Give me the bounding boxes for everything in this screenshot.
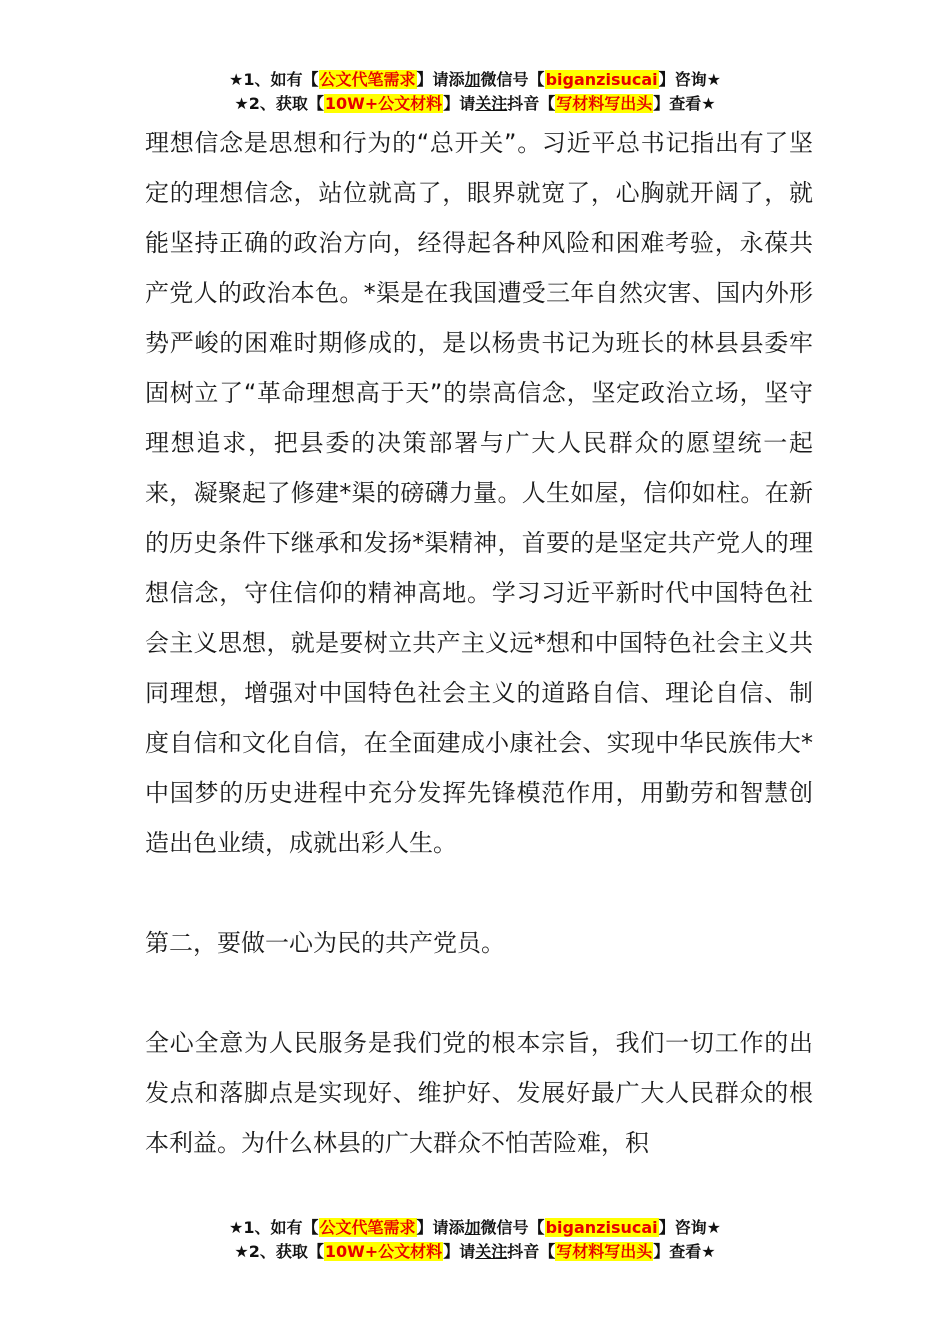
highlight-douyin: 写材料写出头	[556, 1242, 653, 1261]
banner-text: ★2、获取【	[234, 94, 324, 113]
highlight-materials: 10W+公文材料	[324, 1242, 443, 1261]
banner-text: ★1、如有【	[229, 1218, 319, 1237]
banner-text: 微信号【	[480, 1218, 545, 1237]
banner-underlined: 加	[464, 1218, 481, 1237]
banner-text: 】请	[443, 1242, 476, 1261]
banner-text: 抖音【	[507, 94, 556, 113]
document-body	[145, 118, 813, 1168]
banner-text: ★2、获取【	[234, 1242, 324, 1261]
highlight-douyin: 写材料写出头	[556, 94, 653, 113]
highlight-service: 公文代笔需求	[319, 1218, 416, 1237]
banner-text: 】查看★	[653, 94, 716, 113]
highlight-wechat-id: biganzisucai	[545, 1218, 658, 1237]
banner-text: 】查看★	[653, 1242, 716, 1261]
banner-line-1	[0, 68, 950, 92]
paragraph-ideals: 理想信念是思想和行为的“总开关”。习近平总书记指出有了坚定的理想信念，站位就高了，眼界就宽了，心胸就开阔了，就能坚持正确的政治方向，经得起各种风险和困难考验，永葆共产党人的政治本色。*渠是在我国遭受三年自然灾害、国内外形势严峻的困难时期修成的，是以杨贵书记为班长的林县县委牢固树立了“革命理想高于天”的崇高信念，坚定政治立场，坚守理想追求，把县委的决策部署与广大人民群众的愿望统一起来，凝聚起了修建*渠的磅礴力量。人生如屋，信仰如柱。在新的历史条件下继承和发扬*渠精神，首要的是坚定共产党人的理想信念，守住信仰的精神高地。学习习近平新时代中国特色社会主义思想，就是要树立共产主义远*想和中国特色社会主义共同理想，增强对中国特色社会主义的道路自信、理论自信、制度自信和文化自信，在全面建成小康社会、实现中华民族伟大*中国梦的历史进程中充分发挥先锋模范作用，用勤劳和智慧创造出色业绩，成就出彩人生。	[145, 129, 813, 857]
banner-text: 微信号【	[480, 70, 545, 89]
banner-text: 】咨询★	[658, 70, 721, 89]
paragraph-gap	[145, 968, 813, 1018]
highlight-materials: 10W+公文材料	[324, 94, 443, 113]
banner-text: 抖音【	[507, 1242, 556, 1261]
banner-underlined: 关注	[475, 1242, 508, 1261]
highlight-service: 公文代笔需求	[319, 70, 416, 89]
banner-underlined: 关注	[475, 94, 508, 113]
banner-text: 】请	[443, 94, 476, 113]
banner-line-1	[0, 1216, 950, 1240]
footer-banner	[0, 1216, 950, 1264]
banner-text: ★1、如有【	[229, 70, 319, 89]
section-heading: 第二，要做一心为民的共产党员。	[145, 929, 505, 957]
banner-text: 】请添	[416, 70, 465, 89]
paragraph-gap	[145, 868, 813, 918]
banner-line-2	[0, 1240, 950, 1264]
banner-text: 】请添	[416, 1218, 465, 1237]
banner-text: 】咨询★	[658, 1218, 721, 1237]
banner-underlined: 加	[464, 70, 481, 89]
header-banner	[0, 68, 950, 116]
highlight-wechat-id: biganzisucai	[545, 70, 658, 89]
paragraph-service: 全心全意为人民服务是我们党的根本宗旨，我们一切工作的出发点和落脚点是实现好、维护好、发展好最广大人民群众的根本利益。为什么林县的广大群众不怕苦险难，积	[145, 1029, 813, 1157]
banner-line-2	[0, 92, 950, 116]
